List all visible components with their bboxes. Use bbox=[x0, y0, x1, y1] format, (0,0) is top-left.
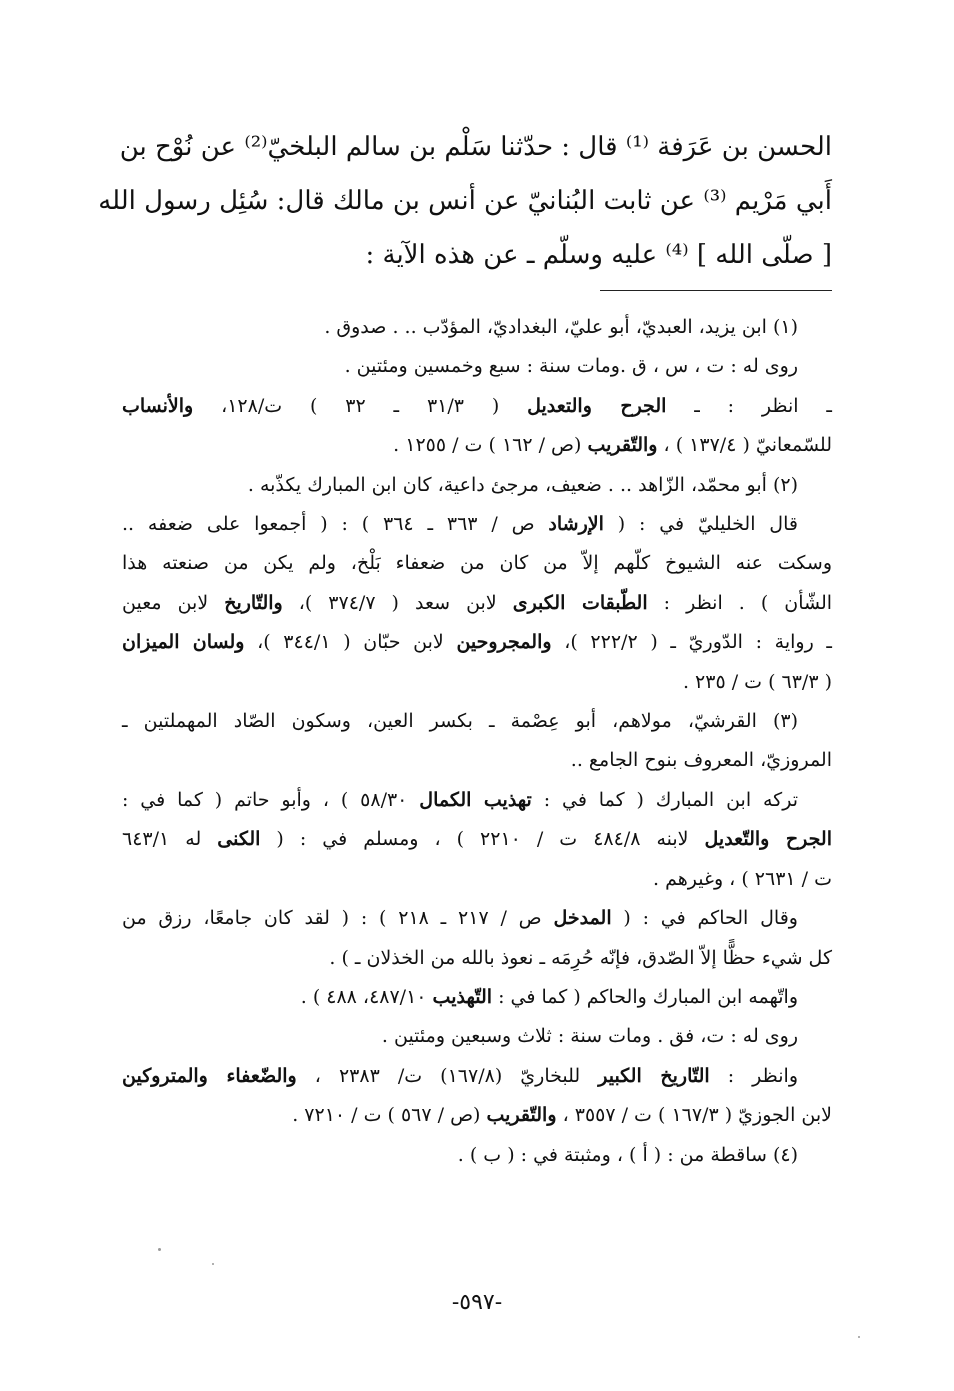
footnote-1-line-3: ـ انظر : ـ الجرح والتعديل ( ٣١/٣ ـ ٣٢ ) ت/١٢٨، والأنساب bbox=[122, 394, 832, 417]
footnote-3-line-11: لابن الجوزيّ ( ١٦٧/٣ ) ت / ٣٥٥٧ ، والتّقريب (ص / ٥٦٧ ) ت / ٧٢١٠ . bbox=[292, 1104, 832, 1127]
main-line-1: الحسن بن عَرَفة ⁽¹⁾ قال : حدّثنا سَلْم بن سالم البلخيّ⁽²⁾ عن نُوْح بن bbox=[119, 132, 832, 162]
page-number: -٥٩٧- bbox=[451, 1290, 503, 1315]
footnote-3-line-6: وقال الحاكم في : ( المدخل ص / ٢١٧ ـ ٢١٨ ) : ( لقد كان جامعًا، رزق من bbox=[122, 907, 798, 930]
footnote-3-line-1: (٣) القرشيّ، مولاهم، أبو عِصْمة ـ بكسر العين، وسكون الصّاد المهملتين ـ bbox=[122, 710, 798, 733]
main-text bbox=[98, 120, 832, 282]
scan-speck bbox=[158, 1248, 161, 1251]
footnote-3-line-8: واتّهمه ابن المبارك والحاكم ( كما في : التّهذيب ٤٨٧/١٠، ٤٨٨ ) . bbox=[300, 985, 798, 1008]
footnote-separator bbox=[600, 290, 832, 291]
footnotes bbox=[122, 308, 832, 1175]
footnote-3-line-2: المروزيّ، المعروف بنوح الجامع .. bbox=[570, 749, 832, 772]
footnote-2-line-1: (٢) أبو محمّد، الزّاهد .. . ضعيف، مرجئ داعية، كان ابن المبارك يكذّبه . bbox=[247, 473, 798, 496]
main-line-2: أَبي مَرْيم ⁽³⁾ عن ثابت البُنانيّ عن أنس بن مالك قال: سُئِل رسول الله bbox=[98, 186, 832, 216]
scan-speck bbox=[212, 1263, 214, 1265]
footnote-3-line-4: الجرح والتّعديل لابنه ٤٨٤/٨ ت / ٢٢١٠ ) ، ومسلم في : ( الكنى له ٦٤٣/١ bbox=[122, 828, 832, 851]
footnote-3-line-3: تركه ابن المبارك ( كما في : تهذيب الكمال ٥٨/٣٠ ) ، وأبو حاتم ( كما في : bbox=[122, 788, 798, 811]
footnote-1-line-2: روى له : ت ، س ، ق .ومات سنة : سبع وخمسين ومئتين . bbox=[344, 355, 798, 378]
footnote-3-line-9: روى له : ت، فق . ومات سنة : ثلاث وسبعين ومئتين . bbox=[381, 1025, 798, 1048]
footnote-2-line-6: ( ٦٣/٣ ) ت / ٢٣٥ . bbox=[682, 670, 832, 693]
footnote-1-line-1: (١) ابن يزيد، العبديّ، أبو عليّ، البغداديّ، المؤدّب .. . صدوق . bbox=[324, 316, 798, 338]
footnote-4-line-1: (٤) ساقطة من : ( أ ) ، ومثبتة في : ( ب ) . bbox=[457, 1143, 798, 1166]
footnote-3-line-7: كل شيء حظًّا إلاّ الصّدق، فإنّه حُرِمَه ـ نعوذ بالله من الخذلان ـ ) . bbox=[329, 946, 832, 969]
footnote-2-line-2: قال الخليليّ في : ( الإرشاد ص / ٣٦٣ ـ ٣٦٤ ) : ( أجمعوا على ضعفه .. bbox=[122, 513, 798, 536]
footnote-2-line-3: وسكت عنه الشيوخ كلّهم إلاّ من كان من ضعفاء بَلْخ، ولم يكن من صنعته هذا bbox=[122, 552, 832, 575]
footnote-1-line-4: للسّمعانيّ ( ١٣٧/٤ ) ، والتّقريب (ص / ١٦٢ ) ت / ١٢٥٥ . bbox=[393, 434, 832, 457]
footnote-2-line-5: ـ رواية : الدّوريّ ـ ( ٢٢٢/٢ )، والمجروحين لابن حبّان ( ٣٤٤/١ )، ولسان الميزان bbox=[122, 631, 832, 654]
main-line-3: [ صلّى الله ] ⁽⁴⁾ عليه وسلّم ـ عن هذه الآية : bbox=[365, 240, 832, 270]
footnote-2-line-4: الشّأن ) . انظر : الطّبقات الكبرى لابن سعد ( ٣٧٤/٧ )، والتّاريخ لابن معين bbox=[122, 591, 833, 614]
footnote-3-line-5: ت / ٢٦٣١ ) ، وغيرهم . bbox=[653, 867, 832, 890]
footnote-3-line-10: وانظر : التّاريخ الكبير للبخاريّ (١٦٧/٨) ت/ ٢٣٨٣ ، والضّعفاء والمتروكين bbox=[122, 1064, 798, 1087]
scan-speck bbox=[858, 1336, 860, 1338]
